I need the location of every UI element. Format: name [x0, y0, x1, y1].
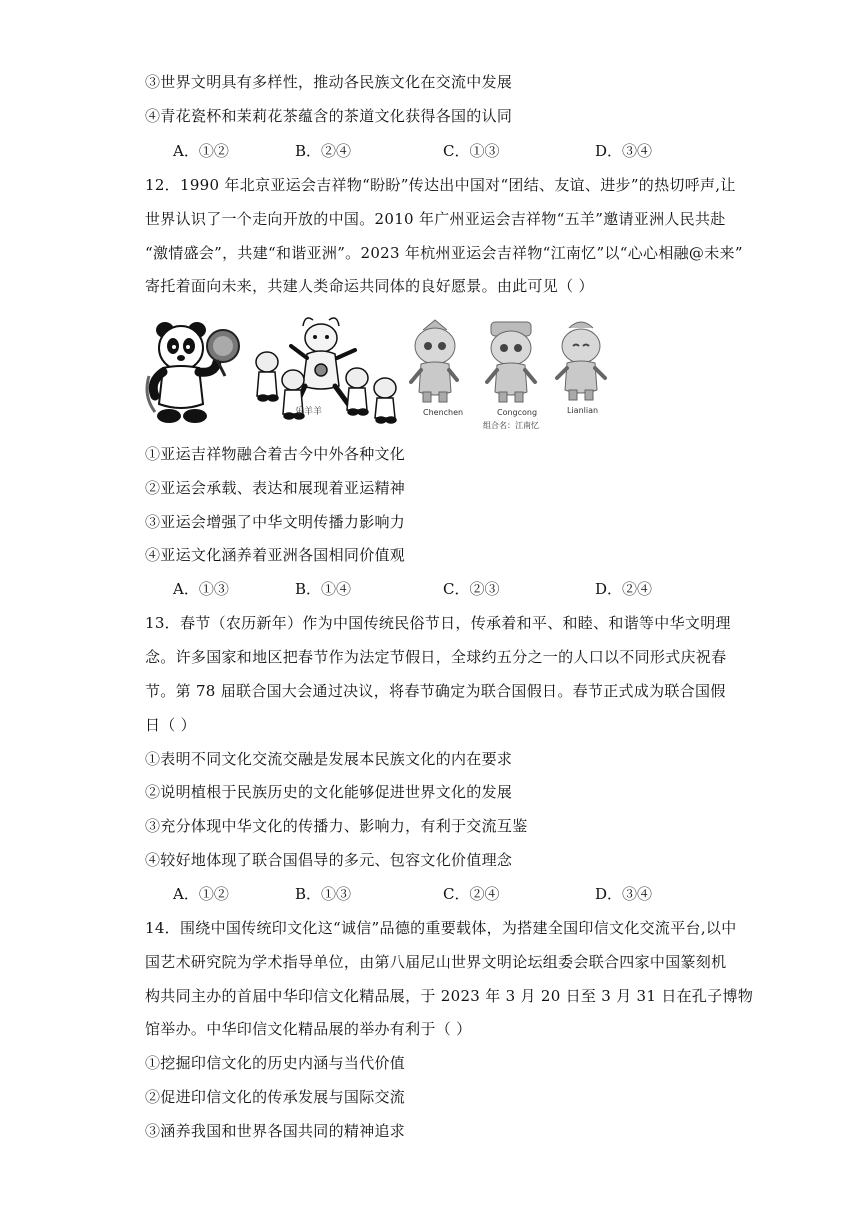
- jiangnan-yi-mascots-icon: [411, 320, 605, 402]
- q13-stem-line-1: 13．春节（农历新年）作为中国传统民俗节日，传承着和平、和睦、和谐等中华文明理: [145, 614, 731, 632]
- q12-stem-line-3: “激情盛会”，共建“和谐亚洲”。2023 年杭州亚运会吉祥物“江南忆”以“心心相融@未来”: [145, 244, 743, 262]
- q11-item-4: ④青花瓷杯和茉莉花茶蕴含的茶道文化获得各国的认同: [145, 107, 513, 125]
- q14-stem-line-2: 国艺术研究院为学术指导单位，由第八届尼山世界文明论坛组委会联合四家中国篆刻机: [145, 953, 727, 971]
- mascot-figure: [145, 316, 615, 432]
- q11-item-3: ③世界文明具有多样性，推动各民族文化在交流中发展: [145, 73, 513, 91]
- q13-option-d[interactable]: D．③④: [595, 885, 653, 903]
- q12-item-3: ③亚运会增强了中华文明传播力影响力: [145, 513, 406, 531]
- q14-stem-line-1: 14．围绕中国传统印文化这“诚信”品德的重要载体，为搭建全国印信文化交流平台,以中: [145, 919, 737, 937]
- q12-stem-line-4: 寄托着面向未来，共建人类命运共同体的良好愿景。由此可见（ ）: [145, 277, 594, 295]
- q12-option-a[interactable]: A．①③: [173, 580, 229, 598]
- q12-option-b[interactable]: B．①④: [295, 580, 352, 598]
- mascot-illustration: [145, 316, 615, 432]
- q14-stem-line-4: 馆举办。中华印信文化精品展的举办有利于（ ）: [145, 1020, 472, 1038]
- q12-stem-line-2: 世界认识了一个走向开放的中国。2010 年广州亚运会吉祥物“五羊”邀请亚洲人民共赴: [145, 210, 726, 228]
- q14-stem-line-3: 构共同主办的首届中华印信文化精品展，于 2023 年 3 月 20 日至 3 月 31 日在孔子博物: [145, 987, 754, 1005]
- caption-yangyang: 乐羊羊: [295, 407, 323, 417]
- q13-stem-line-4: 日（ ）: [145, 716, 196, 734]
- q12-item-1: ①亚运吉祥物融合着古今中外各种文化: [145, 445, 406, 463]
- caption-combo-name: 组合名：江南忆: [483, 421, 539, 430]
- q13-option-a[interactable]: A．①②: [173, 885, 229, 903]
- q12-option-d[interactable]: D．②④: [595, 580, 653, 598]
- q13-item-4: ④较好地体现了联合国倡导的多元、包容文化价值理念: [145, 851, 513, 869]
- q11-option-a[interactable]: A．①②: [173, 142, 229, 160]
- q13-item-1: ①表明不同文化交流交融是发展本民族文化的内在要求: [145, 750, 513, 768]
- caption-chenchen: Chenchen: [423, 408, 464, 417]
- q14-item-3: ③涵养我国和世界各国共同的精神追求: [145, 1122, 406, 1140]
- q13-item-2: ②说明植根于民族历史的文化能够促进世界文化的发展: [145, 783, 513, 801]
- q13-item-3: ③充分体现中华文化的传播力、影响力，有利于交流互鉴: [145, 817, 528, 835]
- q13-stem-line-2: 念。许多国家和地区把春节作为法定节假日，全球约五分之一的人口以不同形式庆祝春: [145, 648, 727, 666]
- panda-mascot-icon: [147, 322, 239, 423]
- q11-option-d[interactable]: D．③④: [595, 142, 653, 160]
- q13-stem-line-3: 节。第 78 届联合国大会通过决议，将春节确定为联合国假日。春节正式成为联合国假: [145, 682, 726, 700]
- caption-congcong: Congcong: [497, 408, 538, 417]
- q12-item-4: ④亚运文化涵养着亚洲各国相同价值观: [145, 546, 406, 564]
- q12-option-c[interactable]: C．②③: [443, 580, 500, 598]
- q12-stem-line-1: 12．1990 年北京亚运会吉祥物“盼盼”传达出中国对“团结、友谊、进步”的热切呼声,让: [145, 176, 736, 194]
- q14-item-1: ①挖掘印信文化的历史内涵与当代价值: [145, 1054, 406, 1072]
- q13-option-c[interactable]: C．②④: [443, 885, 500, 903]
- q12-item-2: ②亚运会承载、表达和展现着亚运精神: [145, 479, 406, 497]
- q11-option-c[interactable]: C．①③: [443, 142, 500, 160]
- five-rams-mascot-icon: [256, 318, 396, 423]
- q13-option-b[interactable]: B．①③: [295, 885, 352, 903]
- q14-item-2: ②促进印信文化的传承发展与国际交流: [145, 1088, 406, 1106]
- caption-lianlian: Lianlian: [567, 406, 599, 415]
- q11-option-b[interactable]: B．②④: [295, 142, 352, 160]
